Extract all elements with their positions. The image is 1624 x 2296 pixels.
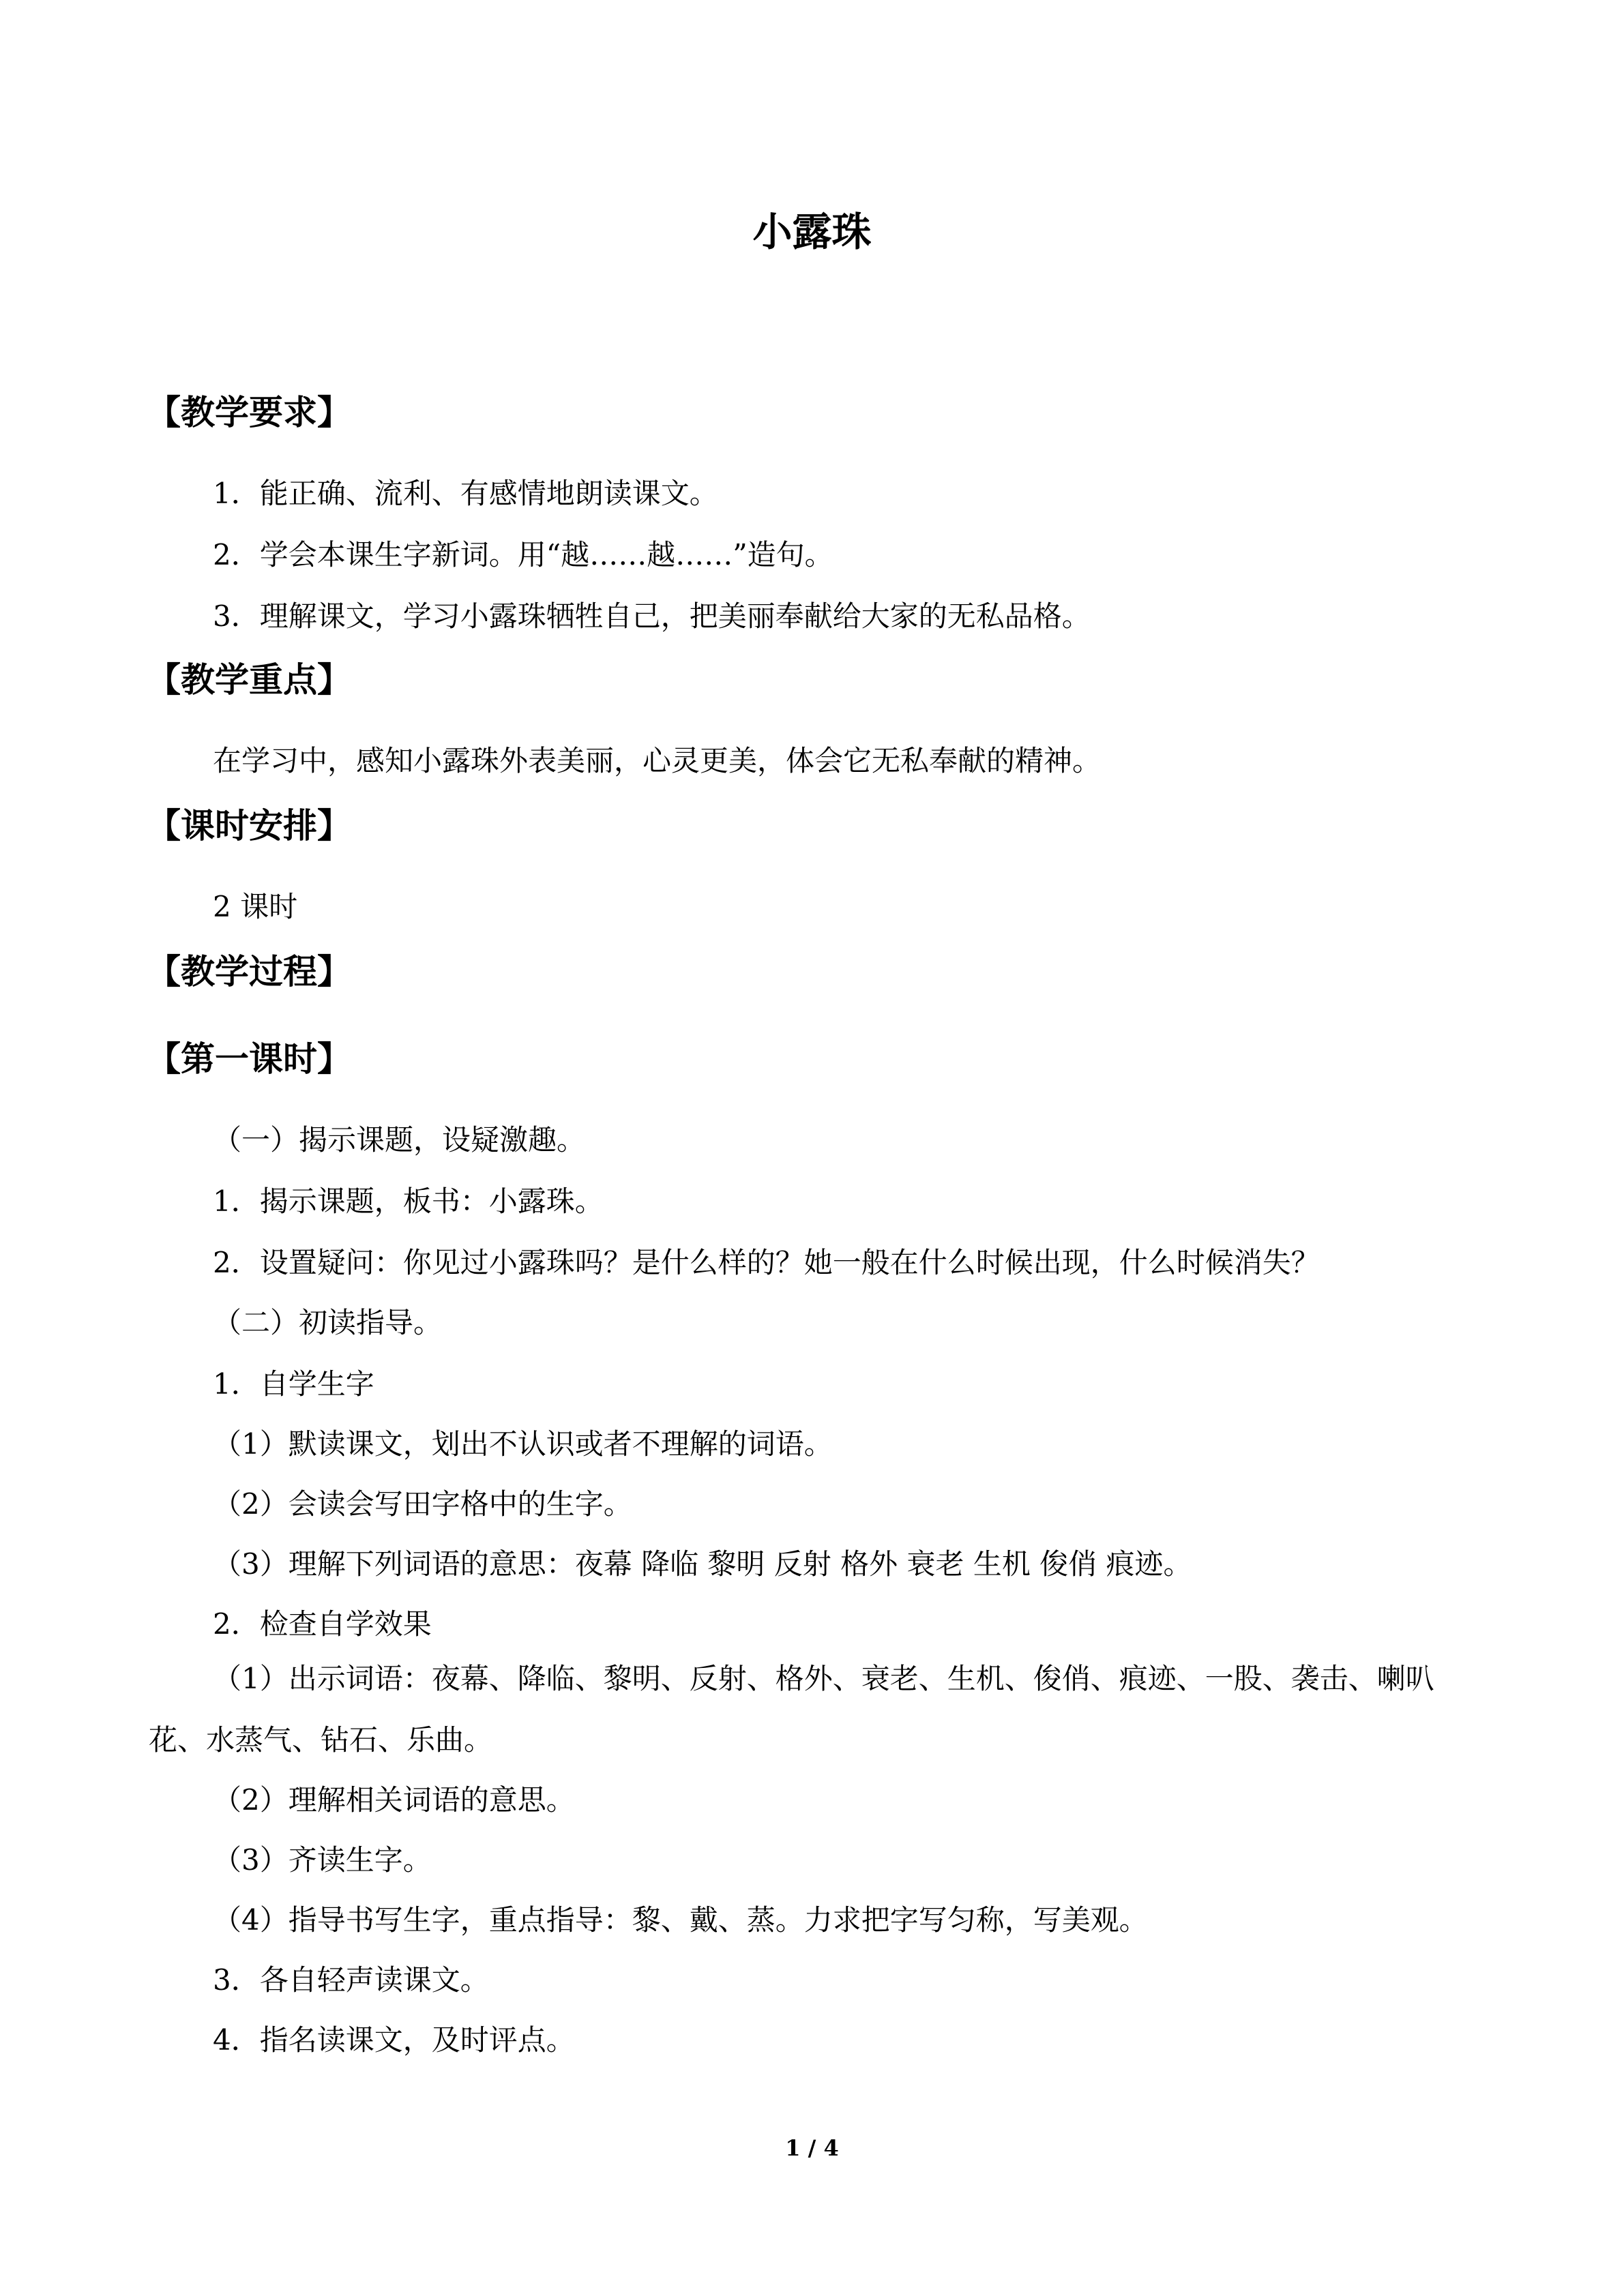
lesson-line-3: 2．设置疑问：你见过小露珠吗？是什么样的？她一般在什么时候出现，什么时候消失？ [213, 1246, 1320, 1279]
page-indicator: 1 / 4 [785, 2135, 839, 2161]
lesson-line-7: （2）会读会写田字格中的生字。 [213, 1487, 632, 1521]
lesson-line-8: （3）理解下列词语的意思：夜幕 降临 黎明 反射 格外 衰老 生机 俊俏 痕迹。 [213, 1547, 1192, 1581]
lesson-line-4: （二）初读指导。 [213, 1306, 443, 1339]
heading-class-schedule: 【课时安排】 [147, 806, 351, 846]
lesson-line-9: 2．检查自学效果 [213, 1607, 432, 1641]
heading-first-lesson: 【第一课时】 [147, 1039, 351, 1079]
heading-teaching-requirements: 【教学要求】 [147, 393, 351, 432]
heading-teaching-process: 【教学过程】 [147, 952, 351, 992]
lesson-line-12: （3）齐读生字。 [213, 1843, 432, 1877]
lesson-line-13: （4）指导书写生字，重点指导：黎、戴、蒸。力求把字写匀称，写美观。 [213, 1903, 1148, 1937]
class-schedule-text: 2 课时 [213, 890, 298, 923]
lesson-line-5: 1．自学生字 [213, 1367, 374, 1401]
lesson-line-14: 3．各自轻声读课文。 [213, 1963, 489, 1997]
lesson-line-15: 4．指名读课文，及时评点。 [213, 2023, 575, 2057]
lesson-line-10: （1）出示词语：夜幕、降临、黎明、反射、格外、衰老、生机、俊俏、痕迹、一股、袭击、喇叭花、水蒸气、钻石、乐曲。 [149, 1662, 1434, 1757]
requirement-item-2: 2．学会本课生字新词。用“越……越……”造句。 [213, 538, 833, 571]
requirement-item-1: 1．能正确、流利、有感情地朗读课文。 [213, 477, 718, 510]
heading-teaching-focus: 【教学重点】 [147, 660, 351, 700]
lesson-line-11: （2）理解相关词语的意思。 [213, 1783, 575, 1817]
teaching-focus-text: 在学习中，感知小露珠外表美丽，心灵更美，体会它无私奉献的精神。 [213, 744, 1102, 777]
lesson-line-1: （一）揭示课题，设疑激趣。 [213, 1123, 586, 1157]
lesson-line-2: 1．揭示课题，板书：小露珠。 [213, 1184, 604, 1218]
requirement-item-3: 3．理解课文，学习小露珠牺牲自己，把美丽奉献给大家的无私品格。 [213, 599, 1091, 633]
lesson-line-6: （1）默读课文，划出不认识或者不理解的词语。 [213, 1427, 833, 1461]
document-title: 小露珠 [752, 209, 872, 255]
